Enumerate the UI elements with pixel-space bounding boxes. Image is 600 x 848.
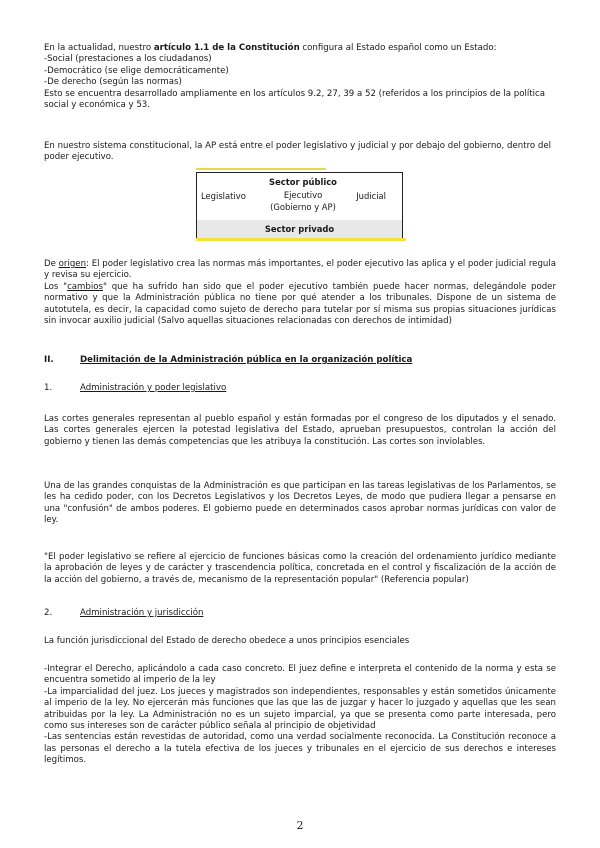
subsection-number: 1.	[44, 383, 53, 393]
cell-sector-publico: Sector público Ejecutivo (Gobierno y AP)	[269, 177, 337, 212]
powers-table	[196, 172, 403, 238]
intro-closing: Esto se encuentra desarrollado ampliamente en los artículos 9.2, 27, 39 a 52 (referidos a los principios de la política social y económica y 53.	[44, 88, 545, 111]
origen-paragraph: De origen: El poder legislativo crea las normas más importantes, el poder ejecutivo las aplica y el poder judicial regula y revisa su ejercicio.	[44, 259, 556, 281]
list-item: -De derecho (según las normas)	[44, 77, 182, 88]
cortes-paragraph: Las cortes generales representan al pueblo español y están formadas por el congreso de los diputados y el senado. Las cortes generales ejercen la potestad legislativa del Estado, aprueban presupuestos, controlan la acción del gobierno y tienen las demás competencias que les atribuya la constitución. Las cortes son inviolables.	[44, 414, 556, 447]
highlight-mark	[196, 238, 406, 241]
subsection-number: 2.	[44, 608, 53, 618]
subsection-title: Administración y poder legislativo	[80, 383, 227, 393]
cell-sector-privado: Sector privado	[197, 220, 402, 238]
table-row	[197, 173, 402, 221]
conquistas-paragraph: Una de las grandes conquistas de la Administración es que participan en las tareas legislativas de los Parlamentos, se les ha cedido poder, con los Decretos Legislativos y los Decretos Leyes, de modo que pudiera llegar a pensarse en una "confusión" de ambos poderes. El gobierno puede en determinados casos aprobar normas jurídicas con valor de ley.	[44, 481, 556, 526]
cambios-paragraph: Los "cambios" que ha sufrido han sido que el poder ejecutivo también puede hacer normas, delegándole poder normativo y que la Administración pública no tiene por qué atender a los tribunales. Dispone de un sistema de autotutela, es decir, la capacidad como sujeto de derecho para tutelar por sí misma sus propias situaciones jurídicas sin invocar auxilio judicial (Salvo aquellas situaciones relacionadas con derechos de intimidad)	[44, 281, 556, 327]
section-number: II.	[44, 355, 54, 365]
page-number: 2	[296, 819, 304, 832]
list-item: -La imparcialidad del juez. Los jueces y magistrados son independientes, responsables y están sometidos únicamente al imperio de la ley. No ejercerán más funciones que las que las de juzgar y hacer lo juzgado y aquellas que les sean atribuidas por la ley. La Administración no es un sujeto imparcial, ya que se presenta como parte interesada, pero como sus intereses son de carácter público señala al principio de objetividad	[44, 686, 556, 732]
origen-cambios-block	[44, 259, 556, 327]
list-item: -Integrar el Derecho, aplicándolo a cada caso concreto. El juez define e interpreta el contenido de la norma y esta se encuentra sometido al imperio de la ley	[44, 664, 556, 686]
cell-judicial: Judicial	[356, 191, 386, 201]
highlight-mark	[196, 168, 326, 170]
funcion-paragraph: La función jurisdiccional del Estado de derecho obedece a unos principios esenciales	[44, 636, 410, 646]
section-title: Delimitación de la Administración pública en la organización política	[80, 355, 413, 365]
principles-list	[44, 664, 556, 767]
list-item: -Las sentencias están revestidas de autoridad, como una verdad socialmente reconocida. La Constitución reconoce a las personas el derecho a la tutela efectiva de los jueces y tribunales en el ejercicio de sus derechos e intereses legítimos.	[44, 732, 556, 766]
list-item: -Social (prestaciones a los ciudadanos)	[44, 54, 212, 65]
intro-line: En la actualidad, nuestro artículo 1.1 de la Constitución configura al Estado español como un Estado:	[44, 43, 497, 53]
cell-legislativo: Legislativo	[201, 191, 246, 201]
subsection-title: Administración y jurisdicción	[80, 608, 204, 618]
intro-block	[44, 43, 556, 111]
list-item: -Democrático (se elige democráticamente)	[44, 65, 229, 76]
article-reference: artículo 1.1 de la Constitución	[153, 43, 300, 53]
system-paragraph: En nuestro sistema constitucional, la AP está entre el poder legislativo y judicial y por debajo del gobierno, dentro del poder ejecutivo.	[44, 141, 552, 163]
quote-paragraph: "El poder legislativo se refiere al ejercicio de funciones básicas como la creación del ordenamiento jurídico mediante la aprobación de leyes y de carácter y trascendencia política, concretada en el control y fiscalización de la acción de la acción del gobierno, a través de, mecanismo de la representación popular" (Referencia popular)	[44, 552, 556, 585]
